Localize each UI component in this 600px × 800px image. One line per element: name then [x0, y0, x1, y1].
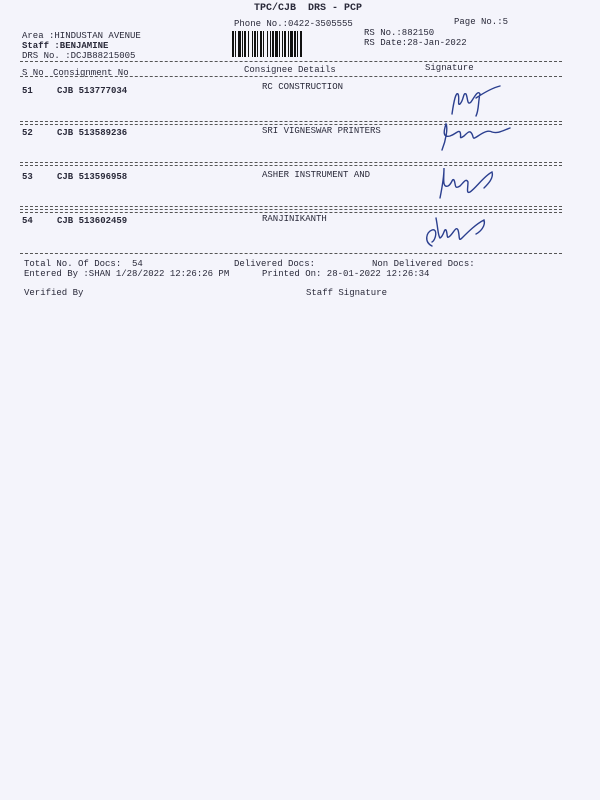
- row-consignee: RC CONSTRUCTION: [262, 82, 344, 92]
- total-docs: Total No. Of Docs: 54: [24, 259, 143, 269]
- column-header-consignee: Consignee Details: [244, 65, 336, 75]
- handwritten-signature-icon: [436, 116, 516, 156]
- column-header-consignment: Consignment No: [53, 68, 129, 78]
- page-number: Page No.:5: [454, 17, 509, 27]
- document-title: TPC/CJB DRS - PCP: [254, 3, 363, 14]
- handwritten-signature-icon: [432, 158, 502, 204]
- column-header-signature: Signature: [425, 63, 474, 73]
- row-consignment-no: CJB 513602459: [57, 216, 128, 226]
- printed-on: Printed On: 28-01-2022 12:26:34: [262, 269, 430, 279]
- rs-number: RS No.:882150: [364, 28, 435, 38]
- divider: [20, 61, 562, 62]
- row-sno: 51: [22, 86, 33, 96]
- row-consignee: SRI VIGNESWAR PRINTERS: [262, 126, 381, 136]
- barcode-bar: [302, 31, 303, 57]
- row-sno: 54: [22, 216, 33, 226]
- row-sno: 53: [22, 172, 33, 182]
- rs-date: RS Date:28-Jan-2022: [364, 38, 467, 48]
- entered-by: Entered By :SHAN 1/28/2022 12:26:26 PM: [24, 269, 230, 279]
- phone-number: Phone No.:0422-3505555: [234, 19, 353, 29]
- row-sno: 52: [22, 128, 33, 138]
- barcode-image: [232, 31, 364, 57]
- divider: [20, 253, 562, 254]
- column-header-sno: S No: [22, 68, 44, 78]
- row-consignee: ASHER INSTRUMENT AND: [262, 170, 371, 180]
- staff-label: Staff :BENJAMINE: [22, 41, 109, 51]
- row-consignment-no: CJB 513596958: [57, 172, 128, 182]
- handwritten-signature-icon: [448, 80, 504, 120]
- verified-by-label: Verified By: [24, 288, 84, 298]
- drs-number: DRS No. :DCJB88215005: [22, 51, 136, 61]
- row-consignee: RANJINIKANTH: [262, 214, 327, 224]
- delivered-docs: Delivered Docs:: [234, 259, 316, 269]
- area-label: Area :HINDUSTAN AVENUE: [22, 31, 141, 41]
- row-consignment-no: CJB 513589236: [57, 128, 128, 138]
- non-delivered-docs: Non Delivered Docs:: [372, 259, 475, 269]
- divider: [20, 76, 562, 77]
- row-consignment-no: CJB 513777034: [57, 86, 128, 96]
- staff-signature-label: Staff Signature: [306, 288, 388, 298]
- handwritten-signature-icon: [420, 206, 500, 252]
